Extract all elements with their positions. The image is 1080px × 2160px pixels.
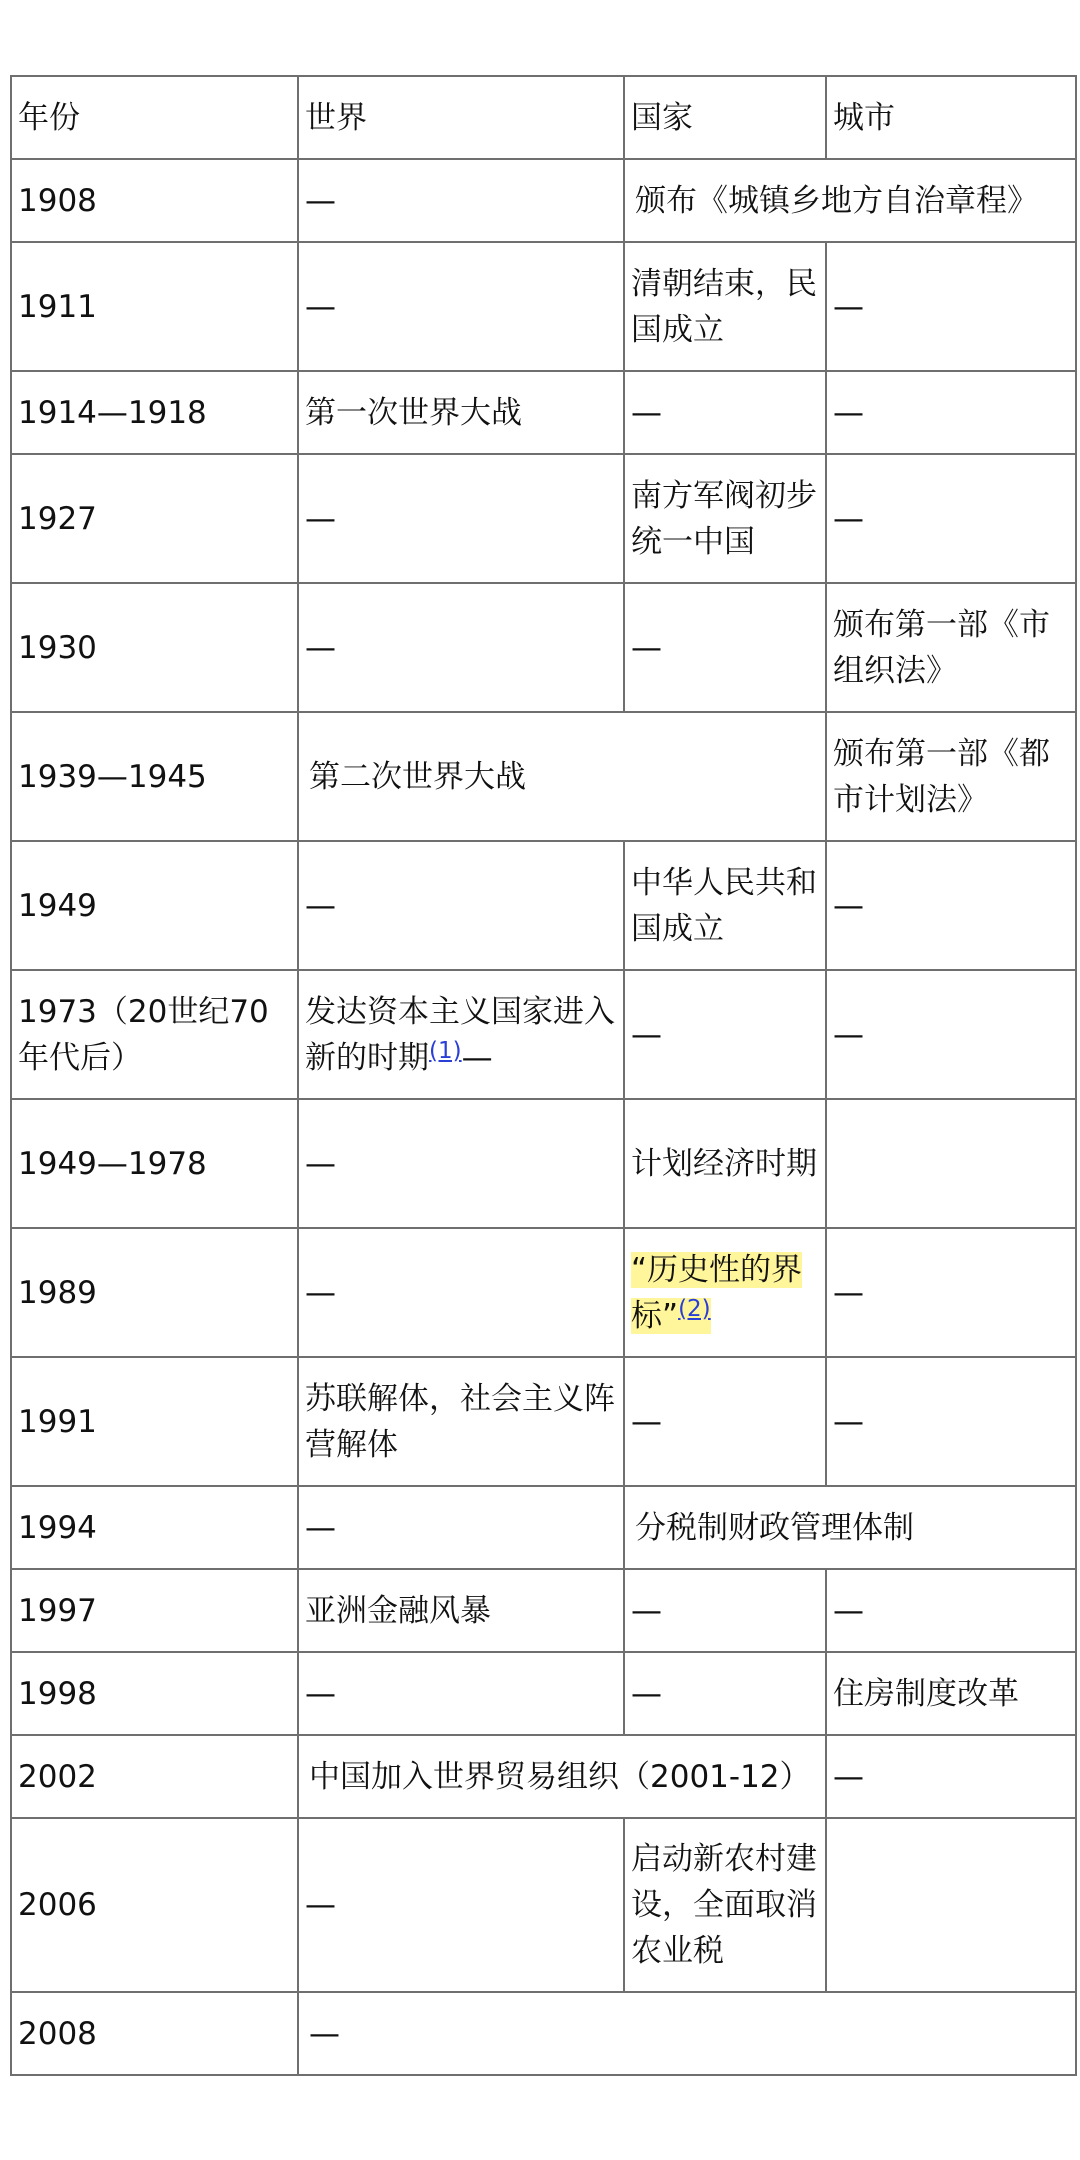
year-cell: 1914—1918 xyxy=(11,371,298,454)
highlighted-text xyxy=(631,1252,802,1334)
city-cell: — xyxy=(826,454,1076,583)
table-row xyxy=(11,1486,1076,1569)
table-header-row xyxy=(11,76,1076,159)
year-cell: 1908 xyxy=(11,159,298,242)
city-cell: 颁布第一部《都市计划法》 xyxy=(826,712,1076,841)
table-row xyxy=(11,1357,1076,1486)
header-world: 世界 xyxy=(298,76,624,159)
nation-cell: — xyxy=(624,1652,826,1735)
year-cell: 1939—1945 xyxy=(11,712,298,841)
year-cell: 1997 xyxy=(11,1569,298,1652)
header-nation: 国家 xyxy=(624,76,826,159)
world-text-after: — xyxy=(461,1039,493,1076)
table-row xyxy=(11,712,1076,841)
table-row xyxy=(11,1735,1076,1818)
table-row xyxy=(11,583,1076,712)
world-cell: — xyxy=(298,1486,624,1569)
nation-cell: — xyxy=(624,1357,826,1486)
nation-city-cell: 分税制财政管理体制 xyxy=(624,1486,1076,1569)
city-cell: — xyxy=(826,1569,1076,1652)
nation-cell xyxy=(624,1228,826,1357)
footnote-link-1[interactable]: (1) xyxy=(429,1037,462,1064)
world-text: 发达资本主义国家进入新的时期 xyxy=(305,993,615,1076)
year-cell: 2002 xyxy=(11,1735,298,1818)
nation-cell: — xyxy=(624,371,826,454)
nation-cell: 计划经济时期 xyxy=(624,1099,826,1228)
year-cell: 1998 xyxy=(11,1652,298,1735)
world-cell: 苏联解体，社会主义阵营解体 xyxy=(298,1357,624,1486)
table-row xyxy=(11,159,1076,242)
year-cell: 1949—1978 xyxy=(11,1099,298,1228)
nation-text: “历史性的界标” xyxy=(631,1251,803,1334)
city-cell: — xyxy=(826,242,1076,371)
world-cell: 第一次世界大战 xyxy=(298,371,624,454)
year-cell: 1949 xyxy=(11,841,298,970)
table-row xyxy=(11,1992,1076,2075)
world-cell: — xyxy=(298,1099,624,1228)
table-row xyxy=(11,1099,1076,1228)
year-cell: 2006 xyxy=(11,1818,298,1992)
city-cell: 住房制度改革 xyxy=(826,1652,1076,1735)
world-nation-cell: 中国加入世界贸易组织（2001-12） xyxy=(298,1735,826,1818)
world-cell: — xyxy=(298,1652,624,1735)
world-rest-cell: — xyxy=(298,1992,1076,2075)
nation-cell: 启动新农村建设，全面取消农业税 xyxy=(624,1818,826,1992)
table-row xyxy=(11,1569,1076,1652)
year-cell: 2008 xyxy=(11,1992,298,2075)
year-cell: 1989 xyxy=(11,1228,298,1357)
nation-cell: — xyxy=(624,970,826,1099)
city-cell: — xyxy=(826,1228,1076,1357)
year-cell: 1991 xyxy=(11,1357,298,1486)
nation-cell: 南方军阀初步统一中国 xyxy=(624,454,826,583)
city-cell xyxy=(826,1099,1076,1228)
table-row xyxy=(11,841,1076,970)
nation-city-cell: 颁布《城镇乡地方自治章程》 xyxy=(624,159,1076,242)
city-cell: — xyxy=(826,1735,1076,1818)
table-row xyxy=(11,371,1076,454)
world-cell: — xyxy=(298,454,624,583)
table-row xyxy=(11,1652,1076,1735)
year-cell: 1973（20世纪70年代后） xyxy=(11,970,298,1099)
world-cell: — xyxy=(298,242,624,371)
city-cell: 颁布第一部《市组织法》 xyxy=(826,583,1076,712)
header-city: 城市 xyxy=(826,76,1076,159)
timeline-table xyxy=(10,75,1077,2076)
year-cell: 1930 xyxy=(11,583,298,712)
year-cell: 1927 xyxy=(11,454,298,583)
nation-cell: 清朝结束，民国成立 xyxy=(624,242,826,371)
year-cell: 1994 xyxy=(11,1486,298,1569)
world-cell xyxy=(298,970,624,1099)
table-row xyxy=(11,454,1076,583)
city-cell: — xyxy=(826,841,1076,970)
world-cell: — xyxy=(298,1228,624,1357)
nation-cell: 中华人民共和国成立 xyxy=(624,841,826,970)
year-cell: 1911 xyxy=(11,242,298,371)
timeline-page xyxy=(10,75,1075,2076)
footnote-link-2[interactable]: (2) xyxy=(678,1295,711,1322)
world-cell: — xyxy=(298,841,624,970)
city-cell: — xyxy=(826,1357,1076,1486)
nation-cell: — xyxy=(624,1569,826,1652)
table-row xyxy=(11,1228,1076,1357)
world-cell: — xyxy=(298,159,624,242)
world-cell: 亚洲金融风暴 xyxy=(298,1569,624,1652)
world-nation-cell: 第二次世界大战 xyxy=(298,712,826,841)
nation-cell: — xyxy=(624,583,826,712)
city-cell: — xyxy=(826,371,1076,454)
header-year: 年份 xyxy=(11,76,298,159)
world-cell: — xyxy=(298,583,624,712)
table-row xyxy=(11,1818,1076,1992)
city-cell xyxy=(826,1818,1076,1992)
table-row xyxy=(11,242,1076,371)
table-row xyxy=(11,970,1076,1099)
city-cell: — xyxy=(826,970,1076,1099)
world-cell: — xyxy=(298,1818,624,1992)
